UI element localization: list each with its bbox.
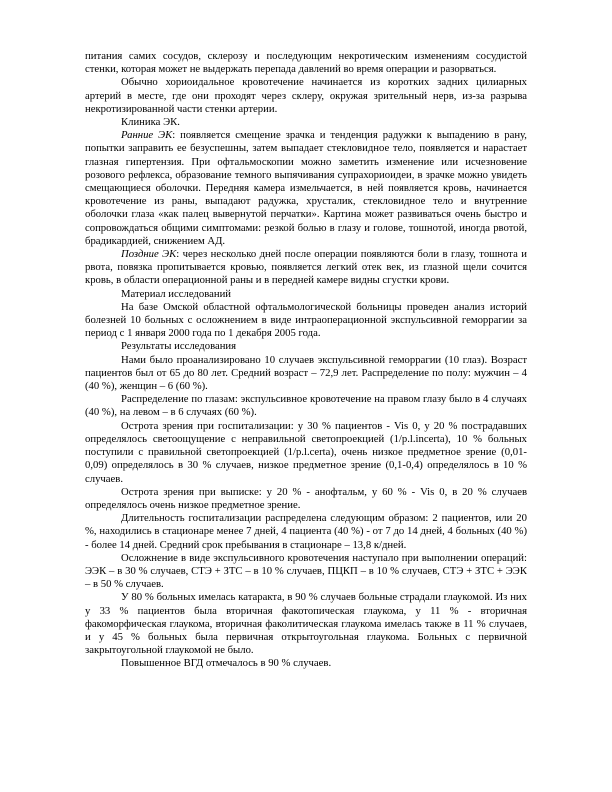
- paragraph-acuity-admission: Острота зрения при госпитализации: у 30 % пациентов - Vis 0, у 20 % пострадавших определялось светоощущение с неправильной светопроекцией (1/p.l.incerta), 10 % больных поступили с правильной светопроекцией (1/p.l.certa), очень низкое предметное зрение (0,01-0,09) определялось в 30 % случаев, низкое предметное зрение (0,1-0,4) определялось в 10 % случаев.: [85, 419, 527, 485]
- section-heading-materials: Материал исследований: [121, 287, 232, 300]
- paragraph-hospital-stay: Длительность госпитализации распределена следующим образом: 2 пациентов, или 20 %, находились в стационаре менее 7 дней, 4 пациента (40 %) - от 7 до 14 дней, 4 больных (40 %) - более 14 дней. Средний срок пребывания в стационаре – 13,8 к/дней.: [85, 512, 527, 551]
- paragraph-glaucoma: У 80 % больных имелась катаракта, в 90 % случаев больные страдали глаукомой. Из них у 33 % пациентов была вторичная факотопическая глаукома, у 11 % - вторичная факоморфическая глаукома, вторичная факолитическая глаукома имелась также в 11 % случаев, и у 45 % больных была первичная открытоугольная глаукома. Больных с первичной закрытоугольной глаукомой не было.: [85, 591, 527, 657]
- document-page: [85, 50, 527, 671]
- paragraph-operations: Осложнение в виде экспульсивного кровотечения наступало при выполнении операций: ЭЭК – в 30 % случаев, СТЭ + ЗТС – в 10 % случаев, ПЦКП – в 10 % случаев, СТЭ + ЗТС + ЭЭК – в 50 % случаев.: [85, 551, 527, 591]
- paragraph-acuity-discharge: Острота зрения при выписке: у 20 % - анофтальм, у 60 % - Vis 0, в 20 % случаев определялось очень низкое предметное зрение.: [85, 485, 527, 511]
- early-ek-lead: Ранние ЭК: [121, 129, 173, 142]
- section-heading-results: Результаты исследования: [121, 340, 237, 353]
- late-ek-lead: Поздние ЭК: [121, 248, 177, 261]
- section-heading-clinic: Клиника ЭК.: [121, 116, 180, 129]
- paragraph-vessel-nutrition: питания самих сосудов, склерозу и последующим некротическим изменениям сосудистой стенки, которая может не выдержать перепада давлений во время операции и разорваться.: [85, 50, 527, 76]
- paragraph-eye-distribution: Распределение по глазам: экспульсивное кровотечение на правом глазу было в 4 случаях (40 %), на левом – в 6 случаях (60 %).: [85, 393, 527, 419]
- paragraph-choroidal-bleeding: Обычно хориоидальное кровотечение начинается из коротких задних цилиарных артерий в месте, где они проходят через склеру, окружая зрительный нерв, из-за разрыва некротизированной части стенки артерии.: [85, 76, 527, 115]
- paragraph-early-ek: [85, 129, 527, 248]
- paragraph-iop: Повышенное ВГД отмечалось в 90 % случаев.: [121, 657, 332, 670]
- paragraph-late-ek: [85, 248, 527, 288]
- late-ek-text: : через несколько дней после операции появляются боли в глазу, тошнота и рвота, повязка пропитывается кровью, появляется легкий отек век, из глазной щели сочится кровь, в области операционной раны и в передней камере видны сгустки крови.: [85, 248, 528, 287]
- early-ek-text: : появляется смещение зрачка и тенденция радужки к выпадению в рану, попытки заправить ее безуспешны, затем выпадает стекловидное тело, появляется и нарастает глазная гипертензия. При офтальмоскопии можно заметить изменение или исчезновение розового рефлекса, образование темного выпячивания супрахориоидеи, в зрачке можно увидеть смещающиеся оболочки. Передняя камера измельчается, в ней появляется кровь, начинается кровотечение из раны, выпадают радужка, хрусталик, стекловидное тело и внутренние оболочки глаза «как палец вывернутой перчатки». Картина может развиваться очень быстро и сопровождаться общими симптомами: резкой болью в глазу и голове, тошнотой, иногда рвотой, брадикардией, снижением АД.: [85, 129, 527, 247]
- paragraph-age-sex: Нами было проанализировано 10 случаев экспульсивной геморрагии (10 глаз). Возраст пациентов был от 65 до 80 лет. Средний возраст – 72,9 лет. Распределение по полу: мужчин – 4 (40 %), женщин – 6 (60 %).: [85, 353, 527, 393]
- paragraph-materials: На базе Омской областной офтальмологической больницы проведен анализ историй болезней 10 больных с осложнением в виде интраоперационной экспульсивной геморрагии за период с 1 января 2000 года по 1 декабря 2005 года.: [85, 300, 527, 340]
